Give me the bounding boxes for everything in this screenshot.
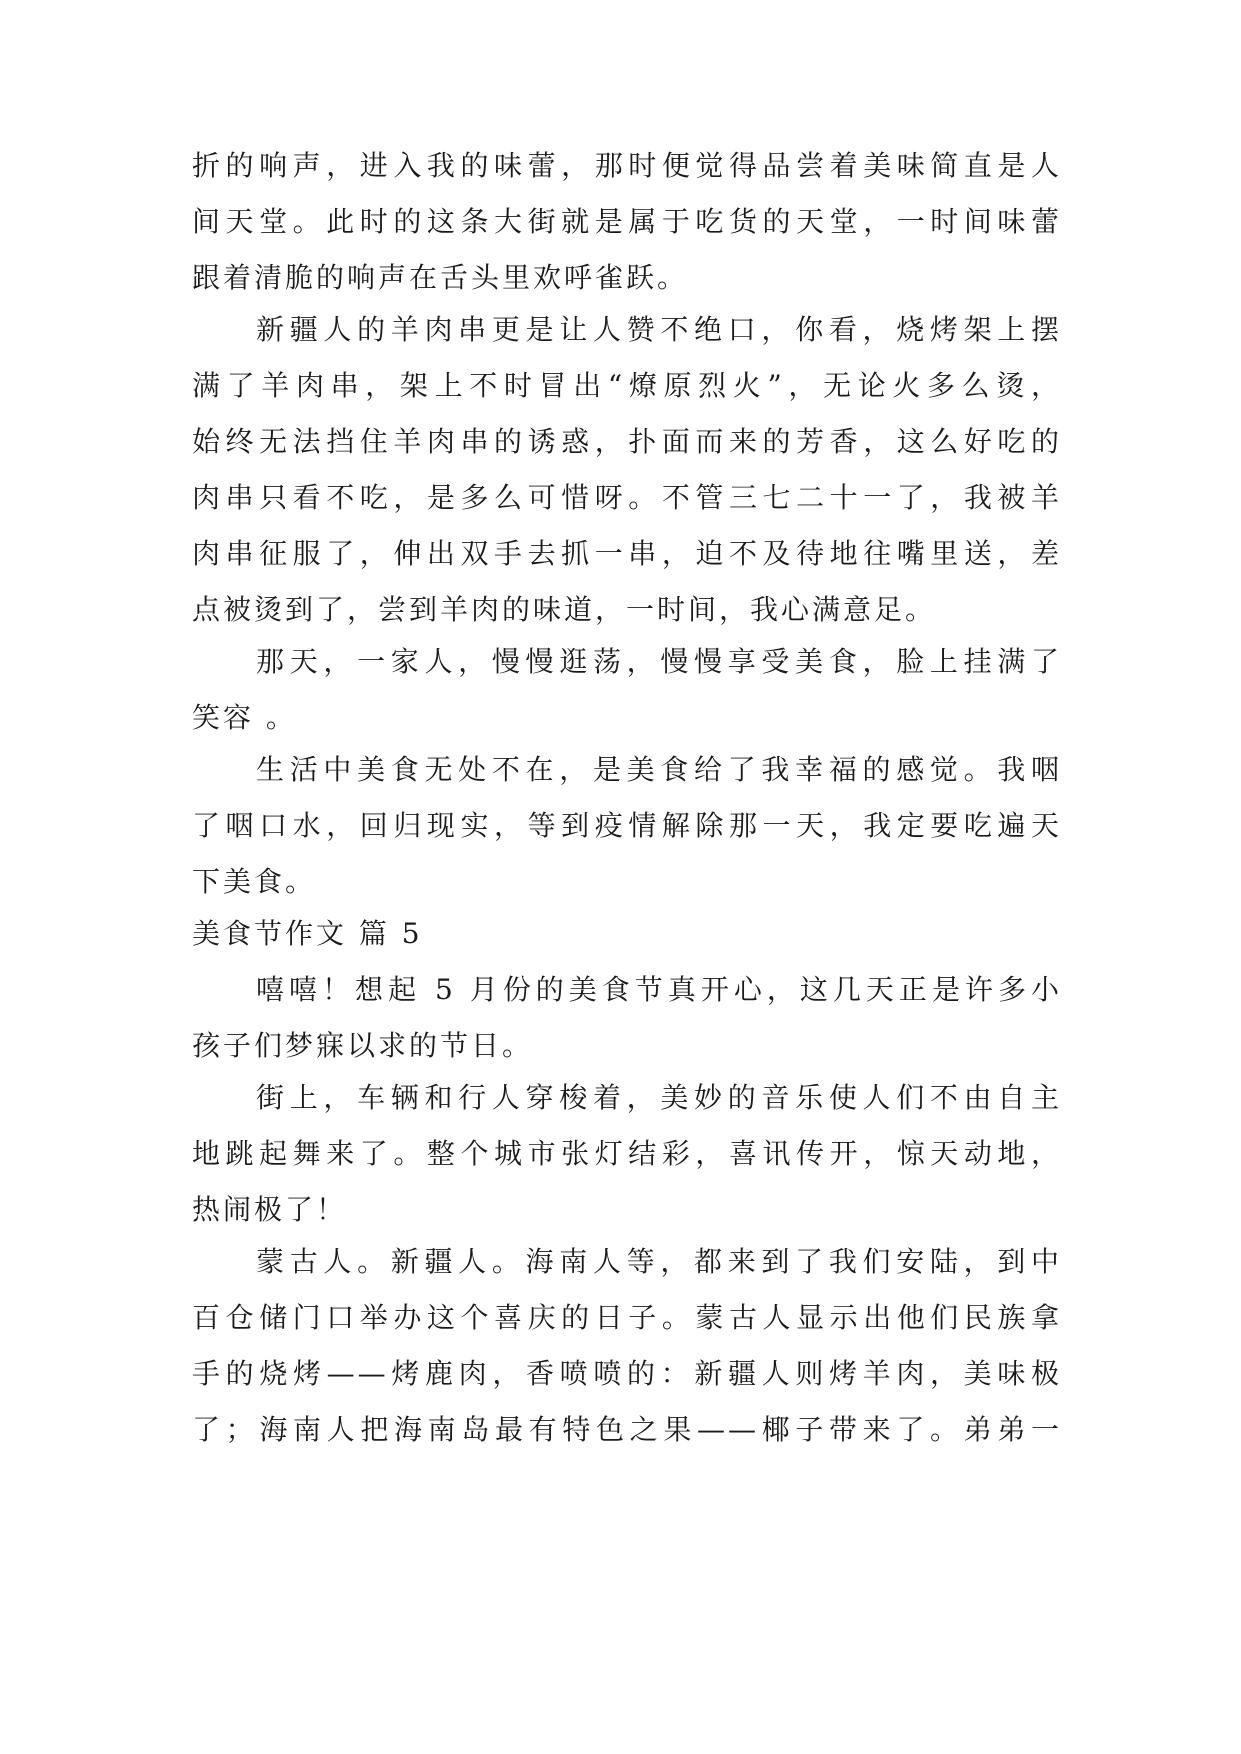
text-line: 百仓储门口举办这个喜庆的日子。蒙古人显示出他们民族拿 xyxy=(192,1301,1062,1334)
text-line: 肉串只看不吃，是多么可惜呀。不管三七二十一了，我被羊 xyxy=(192,481,1062,514)
text-line: 跟着清脆的响声在舌头里欢呼雀跃。 xyxy=(192,261,689,294)
text-line: 了；海南人把海南岛最有特色之果——椰子带来了。弟弟一 xyxy=(192,1413,1062,1446)
text-line: 间天堂。此时的这条大街就是属于吃货的天堂，一时间味蕾 xyxy=(192,205,1062,238)
paragraph-first-line: 那天，一家人，慢慢逛荡，慢慢享受美食，脸上挂满了 xyxy=(256,645,1062,678)
text-line: 点被烫到了，尝到羊肉的味道，一时间，我心满意足。 xyxy=(192,593,937,626)
paragraph-first-line: 蒙古人。新疆人。海南人等，都来到了我们安陆，到中 xyxy=(256,1245,1062,1278)
text-line: 手的烧烤——烤鹿肉，香喷喷的：新疆人则烤羊肉，美味极 xyxy=(192,1357,1062,1390)
text-line: 地跳起舞来了。整个城市张灯结彩，喜讯传开，惊天动地， xyxy=(192,1137,1062,1170)
paragraph-first-line: 街上，车辆和行人穿梭着，美妙的音乐使人们不由自主 xyxy=(256,1081,1062,1114)
text-line: 始终无法挡住羊肉串的诱惑，扑面而来的芳香，这么好吃的 xyxy=(192,425,1062,458)
text-line: 满了羊肉串，架上不时冒出“燎原烈火”，无论火多么烫， xyxy=(192,369,1062,402)
paragraph-first-line: 生活中美食无处不在，是美食给了我幸福的感觉。我咽 xyxy=(256,753,1062,786)
paragraph-first-line: 新疆人的羊肉串更是让人赞不绝口，你看，烧烤架上摆 xyxy=(256,313,1062,346)
text-line: 热闹极了！ xyxy=(192,1193,348,1226)
text-line: 下美食。 xyxy=(192,865,317,898)
paragraph-first-line: 嘻嘻！想起 5 月份的美食节真开心，这几天正是许多小 xyxy=(256,973,1062,1006)
text-line: 孩子们梦寐以求的节日。 xyxy=(192,1029,534,1062)
section-heading: 美食节作文 篇 5 xyxy=(192,917,423,950)
text-line: 肉串征服了，伸出双手去抓一串，迫不及待地往嘴里送，差 xyxy=(192,537,1062,570)
text-line: 笑容 。 xyxy=(192,701,297,734)
text-line: 了咽口水，回归现实，等到疫情解除那一天，我定要吃遍天 xyxy=(192,809,1062,842)
text-line: 折的响声，进入我的味蕾，那时便觉得品尝着美味简直是人 xyxy=(192,149,1062,182)
